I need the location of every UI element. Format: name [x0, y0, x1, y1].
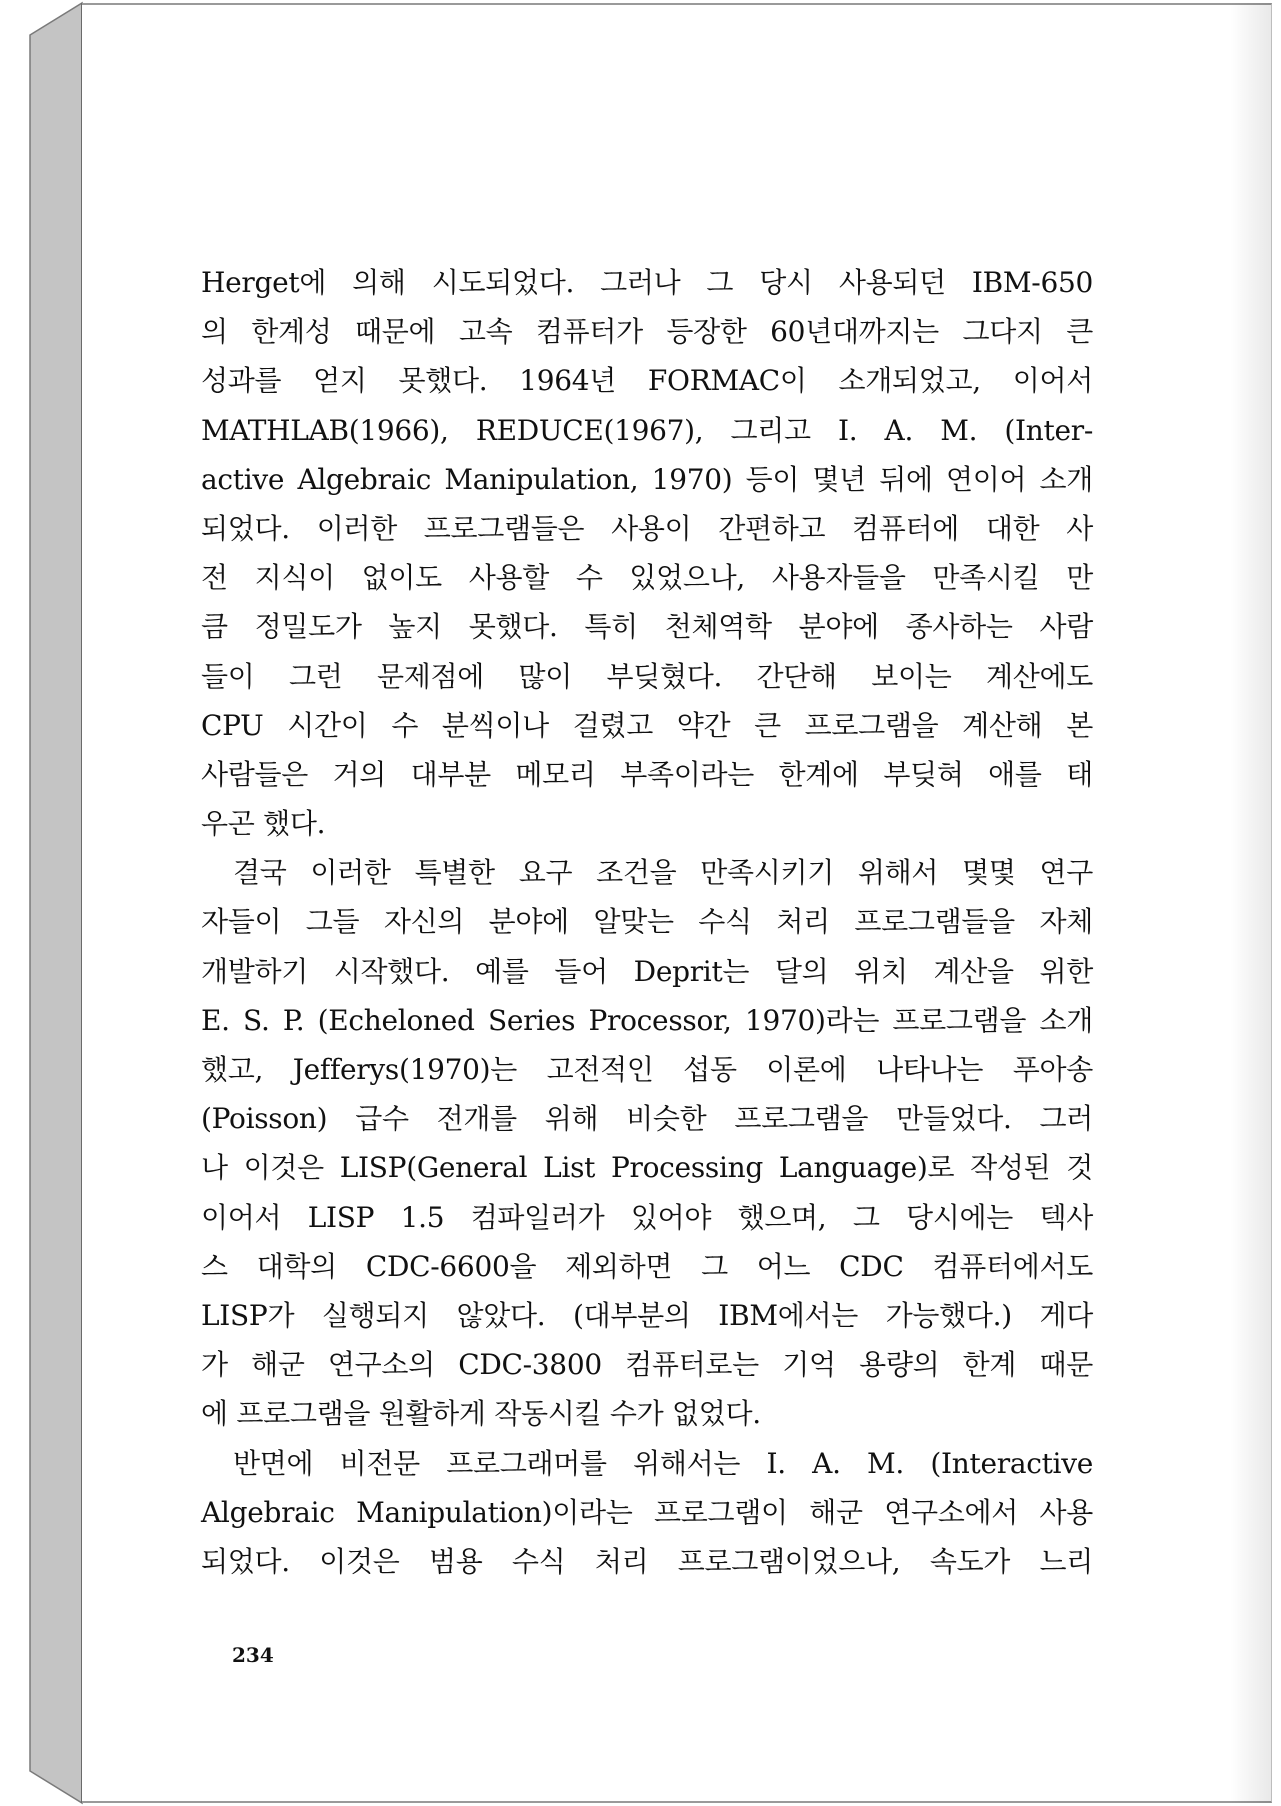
text-line: 에 프로그램을 원활하게 작동시킬 수가 없었다.	[201, 1397, 761, 1431]
text-line: 이어서 LISP 1.5 컴파일러가 있어야 했으며, 그 당시에는 텍사	[201, 1200, 1093, 1234]
text-line: 사람들은 거의 대부분 메모리 부족이라는 한계에 부딪혀 애를 태	[201, 757, 1093, 791]
text-line: 들이 그런 문제점에 많이 부딪혔다. 간단해 보이는 계산에도	[201, 659, 1093, 693]
text-line: MATHLAB(1966), REDUCE(1967), 그리고 I. A. M. (Inter-	[201, 413, 1093, 447]
text-line: 전 지식이 없이도 사용할 수 있었으나, 사용자들을 만족시킬 만	[201, 561, 1093, 595]
text-line: 되었다. 이것은 범용 수식 처리 프로그램이었으나, 속도가 느리	[201, 1544, 1093, 1578]
page-number: 234	[232, 1643, 274, 1667]
text-line: 반면에 비전문 프로그래머를 위해서는 I. A. M. (Interactive	[233, 1446, 1093, 1480]
text-line: E. S. P. (Echeloned Series Processor, 1970)라는 프로그램을 소개	[201, 1003, 1093, 1037]
page-edge-shadow	[1230, 3, 1272, 1803]
text-line: 스 대학의 CDC-6600을 제외하면 그 어느 CDC 컴퓨터에서도	[201, 1249, 1093, 1283]
text-line: LISP가 실행되지 않았다. (대부분의 IBM에서는 가능했다.) 게다	[201, 1298, 1093, 1332]
text-line: CPU 시간이 수 분씩이나 걸렸고 약간 큰 프로그램을 계산해 본	[201, 708, 1093, 742]
page	[82, 3, 1272, 1803]
text-line: Herget에 의해 시도되었다. 그러나 그 당시 사용되던 IBM-650	[201, 266, 1093, 299]
text-line: 되었다. 이러한 프로그램들은 사용이 간편하고 컴퓨터에 대한 사	[201, 511, 1093, 545]
text-line: 의 한계성 때문에 고속 컴퓨터가 등장한 60년대까지는 그다지 큰	[201, 315, 1093, 349]
body-text	[201, 258, 1093, 1586]
text-line: 결국 이러한 특별한 요구 조건을 만족시키기 위해서 몇몇 연구	[233, 856, 1093, 890]
text-line: 우곤 했다.	[201, 807, 326, 841]
text-line: 자들이 그들 자신의 분야에 알맞는 수식 처리 프로그램들을 자체	[201, 905, 1093, 939]
text-line: 큼 정밀도가 높지 못했다. 특히 천체역학 분야에 종사하는 사람	[201, 610, 1093, 644]
text-line: active Algebraic Manipulation, 1970) 등이 몇년 뒤에 연이어 소개	[201, 462, 1093, 496]
text-line: (Poisson) 급수 전개를 위해 비슷한 프로그램을 만들었다. 그러	[201, 1102, 1093, 1136]
text-line: 나 이것은 LISP(General List Processing Language)로 작성된 것	[201, 1151, 1093, 1185]
text-line: 가 해군 연구소의 CDC-3800 컴퓨터로는 기억 용량의 한계 때문	[201, 1348, 1093, 1382]
text-line: Algebraic Manipulation)이라는 프로그램이 해군 연구소에서 사용	[201, 1495, 1093, 1529]
text-line: 했고, Jefferys(1970)는 고전적인 섭동 이론에 나타나는 푸아송	[201, 1053, 1093, 1086]
text-line: 개발하기 시작했다. 예를 들어 Deprit는 달의 위치 계산을 위한	[201, 954, 1093, 988]
text-line: 성과를 얻지 못했다. 1964년 FORMAC이 소개되었고, 이어서	[201, 364, 1093, 398]
